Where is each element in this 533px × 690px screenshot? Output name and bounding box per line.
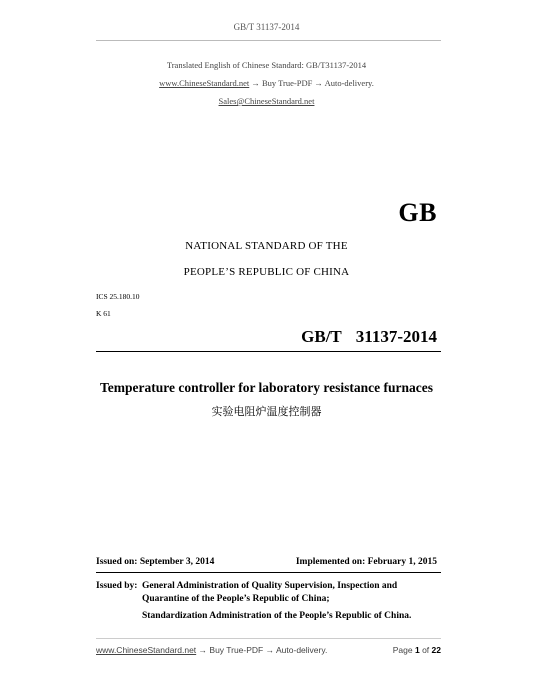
title-english: Temperature controller for laboratory resistance furnaces [99,380,434,395]
header-divider [96,40,441,41]
footer-divider [96,638,441,639]
standard-prefix: GB/T [301,327,342,346]
issuer-block-2 [96,610,441,623]
email-line [0,96,533,106]
title-divider [96,351,441,352]
footer-site-link[interactable]: www.ChineseStandard.net [96,645,197,655]
standard-code: 31137-2014 [355,327,437,346]
classification-code: K 61 [96,309,111,318]
page-current: 1 [414,645,420,655]
ics-code: ICS 25.180.10 [96,292,140,301]
dates-divider [96,572,441,573]
page-label: Page [392,645,413,655]
issued-date: Issued on: September 3, 2014 [96,557,215,567]
issuer-2: Standardization Administration of the People’s Republic of China. [142,611,412,621]
page-footer [96,645,441,655]
site-link[interactable]: www.ChineseStandard.net [159,78,250,88]
national-standard-line1: NATIONAL STANDARD OF THE [185,240,348,252]
running-header: GB/T 31137-2014 [233,22,300,32]
implemented-date: Implemented on: February 1, 2015 [295,557,437,567]
email-link[interactable]: Sales@ChineseStandard.net [218,96,315,106]
gb-logo: GB [398,198,437,227]
delivery-text: → Buy True-PDF → Auto-delivery. [249,78,374,88]
page-indicator [393,645,441,655]
issued-by-label: Issued by: [96,581,138,591]
issuer-1: General Administration of Quality Supervision, Inspection and Quarantine of the People’s Republic of China; [142,581,398,604]
footer-purchase [96,645,327,655]
page-of: of [422,645,430,655]
page-total: 22 [431,645,441,655]
title-chinese: 实验电阻炉温度控制器 [211,405,322,418]
footer-delivery: → Buy True-PDF → Auto-delivery. [196,645,328,655]
purchase-line [0,78,533,88]
issuer-block [96,580,441,606]
standard-number [301,327,437,347]
national-standard-line2: PEOPLE’S REPUBLIC OF CHINA [183,266,350,278]
translation-notice: Translated English of Chinese Standard: GB/T31137-2014 [166,60,367,70]
